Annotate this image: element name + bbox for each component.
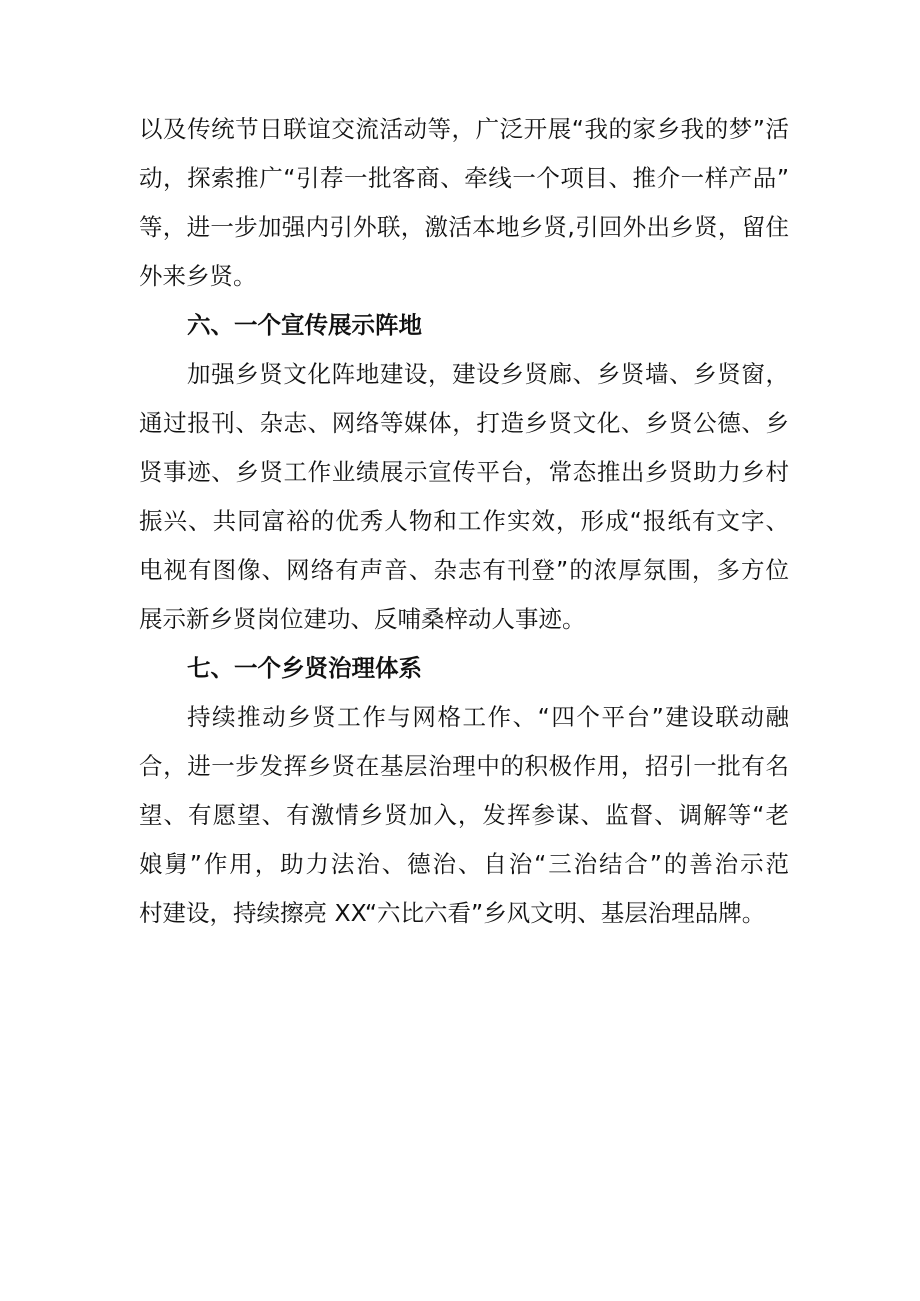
paragraph-line: 持续推动乡贤工作与网格工作、“四个平台”建设联动融 <box>187 703 789 731</box>
paragraph-line: 通过报刊、杂志、网络等媒体，打造乡贤文化、乡贤公德、乡 <box>139 409 789 437</box>
section-7-paragraph <box>139 693 789 938</box>
paragraph-line: 村建设，持续擦亮 XX“六比六看”乡风文明、基层治理品牌。 <box>139 899 766 927</box>
paragraph-line: 动，探索推广“引荐一批客商、牵线一个项目、推介一样产品” <box>139 164 789 192</box>
section-7-heading: 七、一个乡贤治理体系 <box>187 654 422 682</box>
paragraph-line: 合，进一步发挥乡贤在基层治理中的积极作用，招引一批有名 <box>139 752 789 780</box>
paragraph-line: 加强乡贤文化阵地建设，建设乡贤廊、乡贤墙、乡贤窗， <box>187 360 789 388</box>
document-body <box>139 105 789 938</box>
paragraph-line: 外来乡贤。 <box>139 262 257 290</box>
paragraph-line: 望、有愿望、有激情乡贤加入，发挥参谋、监督、调解等“老 <box>139 801 789 829</box>
paragraph-line: 贤事迹、乡贤工作业绩展示宣传平台，常态推出乡贤助力乡村 <box>139 458 789 486</box>
paragraph-line: 展示新乡贤岗位建功、反哺桑梓动人事迹。 <box>139 605 586 633</box>
paragraph-line: 娘舅”作用，助力法治、德治、自治“三治结合”的善治示范 <box>139 850 789 878</box>
paragraph-line: 振兴、共同富裕的优秀人物和工作实效，形成“报纸有文字、 <box>139 507 789 535</box>
continuation-paragraph <box>139 105 789 301</box>
paragraph-line: 电视有图像、网络有声音、杂志有刊登”的浓厚氛围，多方位 <box>139 556 789 584</box>
paragraph-line: 等，进一步加强内引外联，激活本地乡贤,引回外出乡贤，留住 <box>139 213 789 241</box>
section-6-heading: 六、一个宣传展示阵地 <box>187 311 422 339</box>
section-6-paragraph <box>139 350 789 644</box>
paragraph-line: 以及传统节日联谊交流活动等，广泛开展“我的家乡我的梦”活 <box>139 115 789 143</box>
